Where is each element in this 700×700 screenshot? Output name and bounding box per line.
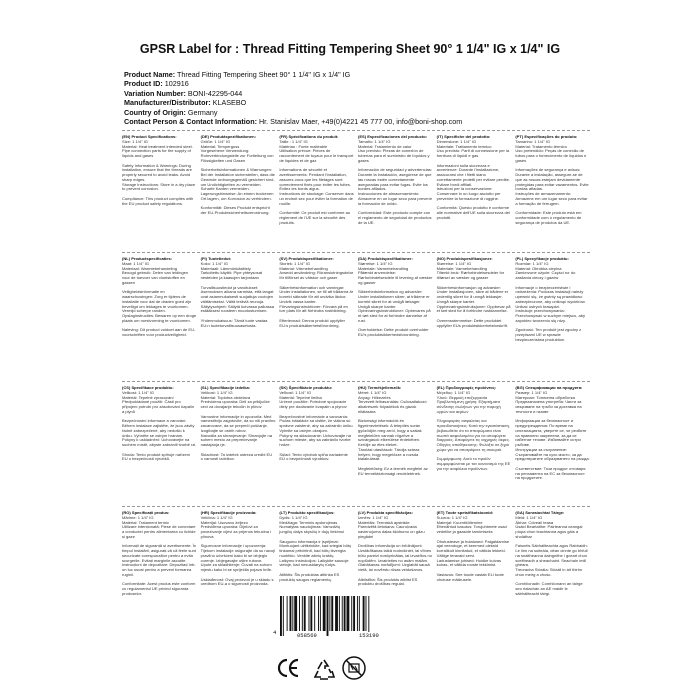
spec-row-1 bbox=[122, 135, 590, 247]
barcode-bar bbox=[327, 596, 329, 636]
barcode-bar bbox=[304, 596, 306, 631]
barcode-bar bbox=[342, 596, 343, 631]
barcode-bar bbox=[290, 596, 292, 631]
spec-no: (NO) Produktspesifikasjoner: Størrelse: 1 1/4" IG Materiale: Varmebehandling Tiltenkt bruk: Rørforbindelsesdeler for tilførsel av væsker og gasser Sikkerhetsinformasjon og advarsler: Under installasjonen, sikre at trådene er ordentlig sikret for å unngå lekkasjer. Unngå skarpe kanter. Oppbevaringsinstruksjoner: Oppbevar på et tørt sted for å forhindre rustdannelse. Overensstemmelse: Dette produktet oppfyller EUs produktsikkerhetsforskrift. bbox=[436, 256, 511, 328]
spec-row-4 bbox=[122, 510, 590, 596]
barcode-bar bbox=[351, 596, 352, 631]
barcode-bar bbox=[309, 596, 310, 631]
barcode-bar bbox=[299, 596, 300, 631]
spec-lt: (LT) Produkto specifikacijos: Dydis: 1 1/4" IG Medžiaga: Terminis apdorojimas Numatytas naudojimas: Vamzdžių jungčių dalys skysčių ir dujų tiekimui Saugumo informacija ir įspėjimai: Montuojant užtikrinkite, kad sriegiai būtų tinkamai pritvirtinti, kad būtų išvengta nuotėkio. Venkite aštrių kraštų. Laikymo instrukcijos: Laikykite sausoje vietoje, kad nesusidarytų rūdys. Atitiktis: Šis produktas atitinka ES produktų saugos reglamentą. bbox=[279, 510, 352, 582]
spec-fi: (FI) Tuotetiedot: Koko: 1 1/4" IG Materiaali: Lämmönkäsittely Tarkoitettu käyttö: Pipe yhteysosat nesteiden ja kaasujen tarjontaan Turvallisuustiedot ja varoitukset: Asennuksen aikana varmista, että langat ovat asianmukaisesti suojattuja vuotojen välttämiseksi. Vältä teräviä reunoja. Säilytysohjeet: Säilytä kuivassa paikassa estääksesi ruosteen muodostumisen. Yhdenmukaisuus: Tämä tuote vastaa EU:n tuoteturvallisuusasetusta. bbox=[200, 256, 274, 328]
recycle-icon bbox=[313, 658, 335, 682]
barcode-digit-left: 4 bbox=[273, 629, 277, 636]
divider bbox=[122, 130, 590, 131]
barcode-bar bbox=[353, 596, 355, 631]
ean-barcode bbox=[272, 596, 414, 640]
spec-hr: (HR) Specifikacije proizvoda: Veličina: 1 1/4" IG Materijal: Usovano željezo Predviđena uporaba: Dijelovi za povezivanje cijevi za prijenos tekućina i plinova Sigurnosne informacije i upozorenja: Tijekom instalacije osigurajte da su navoji pravilno učvršćeni kako bi se izbjeglo curenje. Izbjegavajte oštre rubove. Upute za skladištenje: Čuvati na suhom mjestu kako bi se spriječila pojava hrđe. Usklađenost: Ovaj proizvod je u skladu s uredbom EU-a o sigurnosti proizvoda. bbox=[200, 510, 275, 587]
spec-ro: (RO) Specificații produs: Mărime: 1 1/4" IG Material: Tratament termic Utilizare intenționată: Piese de conectare a conductei pentru alimentarea cu lichide și gaze Informații de siguranță și avertismente: În timpul instalării, asigurați-vă că firele sunt securizate corespunzător pentru a evita scurgerile. Evitați marginile ascuțite. Instrucțiuni de depozitare: Depozitați într-un loc uscat pentru a preveni formarea ruginii. Conformitate: Acest produs este conform cu regulamentul UE privind siguranța produselor. bbox=[122, 510, 197, 596]
barcode-bar bbox=[359, 596, 360, 631]
barcode-group-1: 058569 bbox=[297, 632, 317, 639]
divider bbox=[122, 252, 590, 253]
barcode-bar bbox=[292, 596, 293, 631]
ce-mark-icon bbox=[278, 658, 300, 678]
barcode-bar bbox=[287, 596, 288, 631]
barcode-bars bbox=[272, 596, 414, 640]
info-variation-number: Variation Number: BONI-42295-044 bbox=[124, 88, 243, 98]
barcode-bar bbox=[280, 596, 282, 636]
spec-en: (EN) Product Specifications: Size: 1 1/4" IG Material: Heat treatment intended steel. Pipe connection parts for the supply of liquids and gases Safety Information & Warnings: During installation, ensure that the threads are properly secured to avoid leaks. Avoid sharp edges. Storage Instructions: Store in a dry place to prevent corrosion. Compliance: This product complies with the EU product safety regulations. bbox=[122, 134, 196, 206]
info-contact: Contact Person & Contact Information: Hr. Stanislav Maer, +49(0)4221 45 777 00, info@boni-shop.com bbox=[124, 117, 463, 127]
barcode-bar bbox=[344, 596, 346, 631]
product-info bbox=[124, 70, 584, 126]
spec-sl: (SL) Specifikacije izdelka: Velikost: 1 1/4" IG Material: Toplotna obdelava Predvidena uporaba: Deli za priključke cevi za dovajanje tekočin in plinov Varnostne informacije in opozorila: Med namestitvijo zagotovite, da so niti pravilno zavarovane, da se prepreči puščanje. Izogibajte se ostrih robov. Navodila za shranjevanje: Shranjujte na suhem mestu za preprečevanje nastajanja rje. Skladnost: Ta izdelek ustreza uredbi EU o varnosti izdelkov. bbox=[200, 385, 276, 462]
barcode-bar bbox=[357, 596, 358, 631]
spec-de: (DE) Produktspezifikationen: Größe: 1 1/4" IG Material: Temperguss Vorgesehene Verwendung: Rohrverbindungsteile zur Fortleitung von Flüssigkeiten und Gasen Sicherheitsinformationen & Warnungen: Bei der Installation sicherstellen, dass die Gewinde ordnungsgemäß gesichert sind, um Undichtigkeiten zu vermeiden. Scharfe Kanten vermeiden. Lagerungshinweise: An einem trockenen Ort lagern, um Korrosion zu verhindern. Konformität: Dieses Produkt entspricht der EU-Produktsicherheitsverordnung. bbox=[200, 134, 275, 215]
barcode-bar bbox=[331, 596, 333, 631]
spec-row-2 bbox=[122, 257, 590, 377]
info-product-id: Product ID: 102916 bbox=[124, 79, 189, 89]
barcode-bar bbox=[302, 596, 303, 631]
spec-cs: (CS) Specifikace produktu: Velikost: 1 1/4" IG Materiál: Tepelné zpracování Předpokládané použití: Části pro připojení potrubí pro zásobování kapalin a plynů Bezpečnostní informace a varování: Během instalace zajistěte, že jsou závity řádně zabezpečené, aby nedošlo k úniku. Vyhněte se ostrým hranám. Pokyny k uskladnění: Uchovávejte na suchém místě, abyste zabránili tvorbě rzi. Shoda: Tento produkt splňuje nařízení EU o bezpečnosti výrobků. bbox=[122, 385, 197, 462]
divider bbox=[122, 506, 590, 507]
spec-da: (DA) Produktspecifikationer: Størrelse: 1 1/4" IG Materiale: Varmebehandling Påtænkt anvendelse: Rørforbindelsesdele til levering af væsker og gasser Sikkerhedsinformation og advarsler: Under installationen sikrer, at trådene er korrekt sikret for at undgå lækager. Undgå skarpe kanter. Opbevaringsinstruktioner: Opbevares på et tørt sted for at forhindre dannelse af rust. Overholdelse: Dette produkt overholder EU's produktsikkerhedsforordning. bbox=[357, 256, 433, 337]
barcode-bar bbox=[329, 596, 330, 631]
barcode-group-2: 153190 bbox=[359, 632, 379, 639]
spec-hu: (HU) Termékjellemzők: Méret: 1 1/4" IG Anyag: Hőkezelés Tervezett felhasználás: Csőcsatlakozó alkatrészek folyadékok és gázok ellátására Biztonsági információk és figyelmeztetések: A telepítés során győződjön meg arról, hogy a szálak megfelelően vannak rögzítve a szivárgások elkerülése érdekében. Kerülje az éles éleket. Tárolási utasítások: Tárolja száraz helyen, hogy megelőzze a rozsda kialakulását. Megfelelőség: Ez a termék megfelel az EU termékbiztonsági rendeletének. bbox=[357, 385, 428, 476]
spec-sv: (SV) Produktspecifikationer: Storlek: 1 1/4" IG Material: Värmebehandling Avsedd användning: Röranslutningsdelar för tillförsel av vätskor och gaser Säkerhetsinformation och varningar: Under installationen, se till att trådarna är korrekt säkrade för att undvika läckor. Undvik vassa kanter. Förvaringsinstruktioner: Förvara på en torr plats för att förhindra rostbildning. Efterlevnad: Denna produkt uppfyller EU:s produktsäkerhetsförordning. bbox=[279, 256, 354, 328]
spec-sk: (SK) Špecifikácie produktu: Veľkosť: 1 1/4" IG Materiál: Tepelné liečba Určené použitie: Potrubné spojovacie diely pre dodávanie kvapalín a plynov Bezpečnostné informácie a varovania: Počas inštalácie sa uistite, že vlákna sú správne zaistené, aby sa zabránilo úniku. Vyhnite sa ostrým okrajom. Pokyny na skladovanie: Uchovávajte na suchom mieste, aby sa zabránilo tvorbe hrdze. Súlad: Tento výrobok spĺňa nariadenie EÚ o bezpečnosti výrobkov. bbox=[279, 385, 354, 462]
info-country-of-origin: Country of Origin: Germany bbox=[124, 107, 218, 117]
spec-nl: (NL) Productspecificaties: Maat: 1 1/4" IG Materiaal: Warmtebehandeling Beoogd gebruik: Delen van leidingen voor de toevoer van vloeistoffen en gassen Veiligheidsinformatie en waarschuwingen: Zorg er tijdens de installatie voor dat de draden goed zijn beveiligd om lekkages te voorkomen. Vermijd scherpe randen. Opslaginstructies: Bewaren op een droge plaats om roestvorming te voorkomen. Naleving: Dit product voldoet aan de EU-voorschriften voor productveiligheid. bbox=[122, 256, 197, 337]
page-title: GPSR Label for : Thread Fitting Tempering Sheet 90° 1 1/4" IG x 1/4" IG bbox=[139, 42, 561, 56]
spec-pl: (PL) Specyfikacje produktu: Rozmiar: 1 1/4" IG Materiał: Obróbka cieplna Zamierzone użycie: Części rur do zasilania cieczy i gazów Informacje o bezpieczeństwie i ostrzeżenia: Podczas instalacji należy upewnić się, że gwinty są prawidłowo zabezpieczone, aby uniknąć wycieków. Unikać ostrych krawędzi. Instrukcje przechowywania: Przechowywać w suchym miejscu, aby zapobiec tworzeniu się rdzy. Zgodność: Ten produkt jest zgodny z przepisami UE w sprawie bezpieczeństwa produktów. bbox=[515, 256, 586, 342]
spec-lv: (LV) Produkta specifikācijas: Izmērs: 1 1/4" IG Materiāls: Termiskā apstrāde Paredzētā lietošana: Cauruļvada savienojuma daļas šķidrumu un gāzu piegādei Drošības informācija un brīdinājumi: Uzstādīšanas laikā nodrošiniet, lai vītnes būtu pareizi nostiprinātas, lai izvairītos no noplūdēm. Izvairieties no asām malām. Glabāšanas norādījumi: Uzglabāt sausā vietā, lai novērstu rūsas veidošanos. Atbilstība: Šis produkts atbilst ES produktu drošības regulai. bbox=[357, 510, 432, 587]
barcode-bar bbox=[339, 596, 340, 631]
spec-es: (ES) Especificaciones del producto: Tamaño: 1 1/4" IG Material: Tratamiento de calor Uso previsto: Piezas de conexión de tuberías para el suministro de líquidos y gases Información de seguridad y advertencias: Durante la instalación, asegúrese de que las roscas estén correctamente aseguradas para evitar fugas. Evite los bordes afilados. Instrucciones de almacenamiento: Almacene en un lugar seco para prevenir la formación de óxido. Conformidad: Este producto cumple con el reglamento de seguridad de productos de la UE. bbox=[357, 134, 432, 225]
barcode-bar bbox=[314, 596, 315, 631]
barcode-bar bbox=[363, 596, 365, 631]
barcode-bar bbox=[366, 596, 367, 631]
barcode-bar bbox=[310, 596, 312, 631]
barcode-bar bbox=[320, 596, 321, 631]
no-drop-icon bbox=[340, 655, 368, 681]
barcode-bar bbox=[335, 596, 338, 631]
divider bbox=[122, 381, 590, 382]
spec-row-3 bbox=[122, 386, 590, 502]
spec-bg: (BG) Спецификации на продукта: Размер: 1 1/4" IG Материал: Топлинна обработка Предназначена употреба: Части за свързване на тръби за доставка на течности и газове Информация за безопасност и предупреждения: По време на инсталацията, уверете се, че резбите са правилно закрепени, за да се избегнат течове. Избягвайте остри ръбове. Инструкции за съхранение: Съхранявайте на сухо място, за да предотвратите образуването на ръжда. Съответствие: Този продукт отговаря на регламента на ЕС за безопасност на продуктите. bbox=[515, 385, 590, 481]
spec-fr: (FR) Spécifications du produit: Taille : 1 1/4" IG Matériau : Fonte malléable Utilisation prévue: Pièces de raccordement de tuyaux pour le transport de liquides et de gaz Informations de sécurité et avertissements: Pendant l'installation, assurez-vous que les filetages sont correctement fixés pour éviter les fuites. Évitez les bords aigus. Instructions de stockage: Conserver dans un endroit sec pour éviter la formation de rouille. Conformité: Ce produit est conforme au règlement de l'UE sur la sécurité des produits. bbox=[279, 134, 354, 225]
barcode-bar bbox=[347, 596, 350, 631]
info-manufacturer: Manufacturer/Distributor: KLASEBO bbox=[124, 98, 247, 108]
spec-ga: (GA) Sonraíochtaí Táirge: Méid: 1 1/4" IG Ábhar: Cóireáil teasa Úsáid Beartaithe: Páirteanna ceangal píopa chun leachtanna agus gáis a sholáthar Faisnéis Sábháilteachta agus Rabhaidh: Le linn na suiteála, déan cinnte go bhfuil na snáitheanna daingnithe i gceart chun sceitheadh a sheachaint. Seachain imill ghéara. Treoracha Stórála: Stóráil in áit thirim chun meirg a chosc. Comhlíonadh: Comhlíonann an táirge seo rialachán an AE maidir le sábháilteacht táirgí. bbox=[515, 510, 588, 596]
barcode-bar bbox=[283, 596, 284, 636]
barcode-bar bbox=[368, 596, 369, 636]
barcode-bar bbox=[294, 596, 297, 631]
info-product-name: Product Name: Thread Fitting Tempering Sheet 90° 1 1/4" IG x 1/4" IG bbox=[124, 70, 351, 79]
spec-it: (IT) Specifiche del prodotto: Dimensione: 1 1/4" IG Materiale: Trattamento termico Uso previsto: Parti di connessione per la fornitura di liquidi e gas Informazioni sulla sicurezza e avvertenze: Durante l'installazione, assicurarsi che i filetti siano correttamente protetti per evitare perdite. Evitare bordi affilati. Istruzioni per la conservazione: Conservare in un luogo asciutto per prevenire la formazione di ruggine. Conformità: Questo prodotto è conforme alle normative dell'UE sulla sicurezza dei prodotti. bbox=[436, 134, 510, 220]
spec-et: (ET) Toote spetsifikatsioonid: Suurus: 1 1/4" IG Materjal: Kuumtöötlemine Ettenähtud kasutus: Torujuhtmete osad vedelike ja gaaside tarnimiseks Ohutusteave ja hoiatused: Paigaldamise ajal veenduge, et keermed oleksid korralikult kinnitatud, et vältida lekkeid. Vältige teravaid servi. Ladustamise juhised: Hoidke kuivas kohas, et vältida rooste tekkimist. Vastavus: See toode vastab ELi toote ohutuse määrusele. bbox=[436, 510, 510, 582]
barcode-bar bbox=[323, 596, 326, 631]
spec-el: (EL) Προδιαγραφές προϊόντος: Μέγεθος: 1 1/4" IG Υλικό: Θερμική επεξεργασία Προβλεπόμενη χρήση: Εξαρτήματα σύνδεσης σωλήνων για την παροχή υγρών και αερίων Πληροφορίες ασφαλείας και προειδοποιήσεις: Κατά την εγκατάσταση, βεβαιωθείτε ότι τα σπειρώματα είναι σωστά ασφαλισμένα για να αποφύγετε διαρροές. Αποφύγετε τις αιχμηρές άκρες. Οδηγίες αποθήκευσης: Φυλάξτε σε ξηρό χώρο για να αποτρέψετε τη σκουριά. Συμμόρφωση: Αυτό το προϊόν συμμορφώνεται με τον κανονισμό της ΕΕ για την ασφάλεια προϊόντων. bbox=[436, 385, 511, 471]
spec-pt: (PT) Especificações do produto: Tamanho: 1 1/4" IG Material: Tratamento térmico Uso pretendido: Peças de conexão de tubos para o fornecimento de líquidos e gases Informações de segurança e avisos: Durante a instalação, assegure-se de que as roscas estejam devidamente protegidas para evitar vazamentos. Evite bordas afiadas. Instruções de armazenamento: Armazene em um lugar seco para evitar a formação de ferrugem. Conformidade: Este produto está em conformidade com o regulamento de segurança de produtos da UE. bbox=[515, 134, 589, 225]
barcode-bar bbox=[318, 596, 319, 631]
